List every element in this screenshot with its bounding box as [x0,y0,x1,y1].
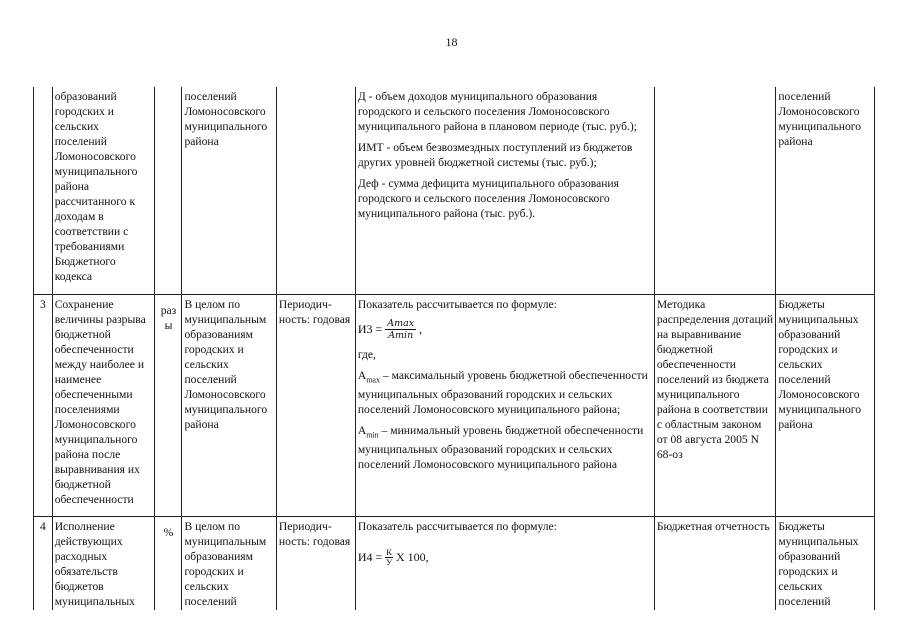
row-number-cell: 4 [34,516,53,610]
formula-i4 [358,548,652,567]
amin-subscript: min [366,430,379,440]
definition-amin [358,423,652,472]
scope-cell: В целом по муниципальным образованиям городских и сельских поселений Ломоносовского муниципального района [182,294,276,516]
row-number-cell [34,87,53,294]
definition-imt: ИМТ - объем безвозмездных поступлений из бюджетов других уровней бюджетной системы (тыс. руб.); [357,141,633,169]
row-number-cell: 3 [34,294,53,516]
period-cell: Периодич-ность: годовая [276,516,355,610]
period-cell: Периодич-ность: годовая [276,294,355,516]
formula-intro: Показатель рассчитывается по формуле: [357,297,557,311]
method-cell: Бюджетная отчетность [654,516,775,610]
unit-cell: раз ы [155,294,182,516]
where-text: где, [357,347,376,361]
amin-text: – минимальный уровень бюджетной обеспеченности муниципальных образований городских и сельских поселений Ломоносовского муниципального района [357,423,644,472]
formula-fraction [385,318,416,341]
scope-cell: поселений Ломоносовского муниципального района [182,87,276,294]
definition-def: Деф - сумма дефицита муниципального образования городского и сельского поселения Ломоносовского муниципального района (тыс. руб.). [357,177,619,220]
formula-fraction [385,548,393,567]
amin-symbol: A [357,423,367,437]
method-cell: Методика распределения дотаций на выравнивание бюджетной обеспеченности поселений из бюджета муниципального района в соответствии с областным законом от 08 августа 2005 N 68-оз [654,294,775,516]
source-cell: Бюджеты муниципальных образований городских и сельских поселений [776,516,875,610]
period-cell [276,87,355,294]
indicators-table [33,87,875,610]
definition-d: Д - объем доходов муниципального образования городского и сельского поселения Ломоносовского муниципального района в плановом периоде (тыс. руб.); [357,90,637,133]
formula-tail: X 100, [395,549,429,564]
table-row [34,294,875,516]
amax-subscript: max [366,374,380,384]
formula-numerator: Amax [387,317,415,329]
formula-denominator: У [386,556,393,567]
formula-lhs: И3 = [357,321,383,336]
definition-amax [358,368,652,417]
formula-tail: , [419,321,423,336]
formula-i3 [358,318,652,341]
scope-cell: В целом по муниципальным образованиям городских и сельских поселений [182,516,276,610]
amax-symbol: A [357,368,367,382]
table-row [34,87,875,294]
formula-intro: Показатель рассчитывается по формуле: [357,519,557,533]
amax-text: – максимальный уровень бюджетной обеспеченности муниципальных образований городских и сельских поселений Ломоносовского муниципального района; [357,368,648,416]
formula-numerator: К [386,546,392,557]
formula-cell [355,294,654,516]
table-row [34,516,875,610]
formula-cell [355,87,654,294]
indicator-name-cell: образований городских и сельских поселений Ломоносовского муниципального района рассчитанного к доходам в соответствии с требованиями Бюджетного кодекса [52,87,155,294]
unit-cell: % [155,516,182,610]
formula-cell [355,516,654,610]
source-cell: поселений Ломоносовского муниципального района [776,87,875,294]
unit-cell [155,87,182,294]
indicator-name-cell: Сохранение величины разрыва бюджетной обеспеченности между наиболее и наименее обеспеченными поселениями Ломоносовского муниципального района после выравнивания их бюджетной обеспеченности [52,294,155,516]
indicator-name-cell: Исполнение действующих расходных обязательств бюджетов муниципальных [52,516,155,610]
formula-denominator: Amin [388,329,414,341]
method-cell [654,87,775,294]
formula-lhs: И4 = [357,549,383,564]
page-number: 18 [445,35,458,49]
source-cell: Бюджеты муниципальных образований городских и сельских поселений Ломоносовского муниципального района [776,294,875,516]
